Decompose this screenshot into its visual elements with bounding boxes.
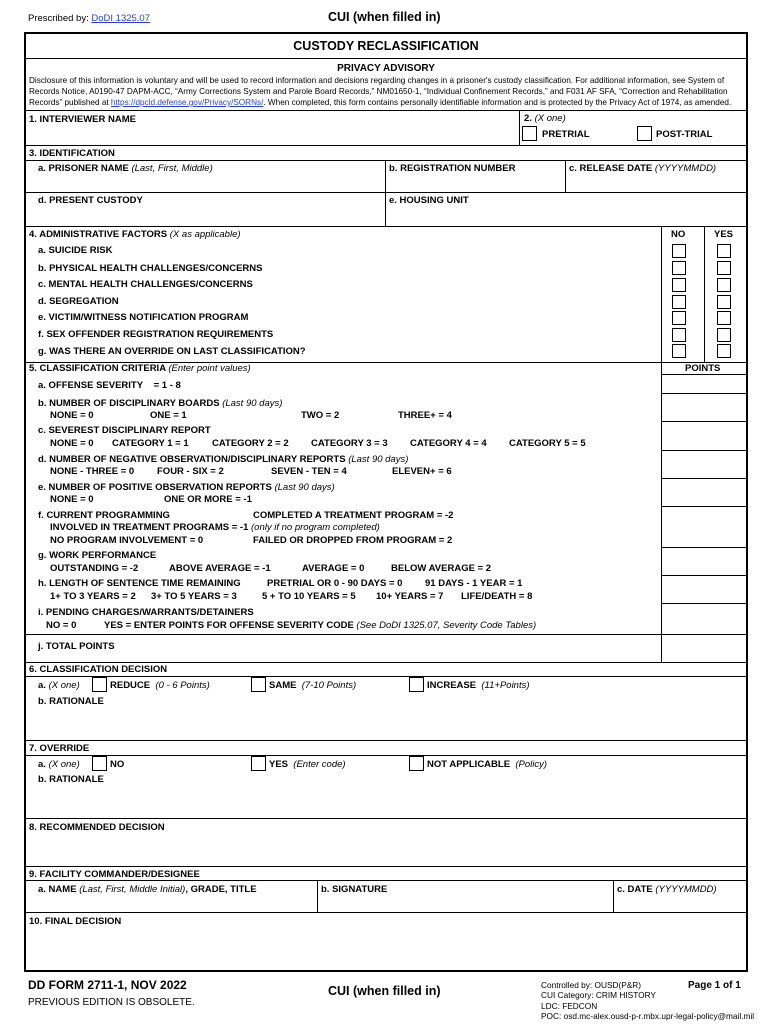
prisoner-name-label: a. PRISONER NAME (Last, First, Middle) — [38, 163, 213, 174]
signature-label: b. SIGNATURE — [321, 884, 388, 895]
points-column-header: POINTS — [685, 363, 721, 374]
criteria-option: TWO = 2 — [301, 410, 340, 421]
segregation-yes-checkbox[interactable] — [717, 295, 731, 309]
override-rationale-label: b. RATIONALE — [38, 774, 104, 785]
victim-witness-yes-checkbox[interactable] — [717, 311, 731, 325]
override-x-one: a. (X one) — [38, 759, 80, 770]
criteria-option: 5 + TO 10 YEARS = 5 — [262, 591, 356, 602]
present-custody-label: d. PRESENT CUSTODY — [38, 195, 143, 206]
criteria-option: 1+ TO 3 YEARS = 2 — [50, 591, 136, 602]
custody-status-label: 2. (X one) — [524, 113, 566, 124]
criteria-option: NONE = 0 — [50, 494, 94, 505]
admin-factor-label: a. SUICIDE RISK — [38, 245, 113, 256]
decision-x-one: a. (X one) — [38, 680, 80, 691]
increase-option: INCREASE (11+Points) — [427, 680, 530, 691]
obsolete-notice: PREVIOUS EDITION IS OBSOLETE. — [28, 997, 195, 1008]
criteria-option: ABOVE AVERAGE = -1 — [169, 563, 271, 574]
override-rationale-field[interactable] — [30, 788, 742, 818]
privacy-title: PRIVACY ADVISORY — [337, 63, 435, 74]
offense-severity-label: a. OFFENSE SEVERITY = 1 - 8 — [38, 380, 181, 391]
sex-offender-yes-checkbox[interactable] — [717, 328, 731, 342]
admin-factor-label: e. VICTIM/WITNESS NOTIFICATION PROGRAM — [38, 312, 249, 323]
current-programming-label: f. CURRENT PROGRAMMING — [38, 510, 170, 521]
same-checkbox[interactable] — [251, 677, 266, 692]
override-na-checkbox[interactable] — [409, 756, 424, 771]
criteria-option: INVOLVED IN TREATMENT PROGRAMS = -1 (only if no program completed) — [50, 522, 380, 533]
criteria-option: NO PROGRAM INVOLVEMENT = 0 — [50, 535, 204, 546]
classification-decision-label: 6. CLASSIFICATION DECISION — [29, 664, 168, 675]
reduce-checkbox[interactable] — [92, 677, 107, 692]
criteria-option: CATEGORY 1 = 1 — [112, 438, 189, 449]
criteria-option: CATEGORY 3 = 3 — [311, 438, 388, 449]
criteria-option: NONE = 0 — [50, 410, 94, 421]
mental-health-no-checkbox[interactable] — [672, 278, 686, 292]
posttrial-checkbox[interactable] — [637, 126, 652, 141]
facility-commander-label: 9. FACILITY COMMANDER/DESIGNEE — [29, 869, 200, 880]
admin-factors-label: 4. ADMINISTRATIVE FACTORS (X as applicable) — [29, 229, 241, 240]
criteria-option: AVERAGE = 0 — [302, 563, 365, 574]
total-points-label: j. TOTAL POINTS — [38, 641, 115, 652]
prescribed-link[interactable]: DoDI 1325.07 — [91, 13, 150, 24]
final-decision-field[interactable] — [30, 930, 742, 968]
cui-designation-block: Controlled by: OUSD(P&R) CUI Category: CRIM HISTORY LDC: FEDCON POC: osd.mc-alex.ousd-p-r.mbx.upr-legal-policy@mail.mil — [541, 980, 755, 1021]
override-last-no-checkbox[interactable] — [672, 344, 686, 358]
pretrial-checkbox[interactable] — [522, 126, 537, 141]
form-title: CUSTODY RECLASSIFICATION — [293, 39, 479, 53]
victim-witness-no-checkbox[interactable] — [672, 311, 686, 325]
override-no-checkbox[interactable] — [92, 756, 107, 771]
criteria-option: COMPLETED A TREATMENT PROGRAM = -2 — [253, 510, 454, 521]
pretrial-label: PRETRIAL — [542, 129, 590, 140]
interviewer-name-label: 1. INTERVIEWER NAME — [29, 114, 136, 125]
criteria-option: ELEVEN+ = 6 — [392, 466, 452, 477]
suicide-risk-yes-checkbox[interactable] — [717, 244, 731, 258]
points-entry-column[interactable] — [662, 375, 748, 662]
form-number: DD FORM 2711-1, NOV 2022 — [28, 978, 187, 992]
admin-factor-label: d. SEGREGATION — [38, 296, 119, 307]
privacy-url-link[interactable]: https://dpcld.defense.gov/Privacy/SORNs/ — [110, 98, 264, 107]
segregation-no-checkbox[interactable] — [672, 295, 686, 309]
housing-unit-label: e. HOUSING UNIT — [389, 195, 469, 206]
criteria-option: SEVEN - TEN = 4 — [271, 466, 347, 477]
criteria-option: FOUR - SIX = 2 — [157, 466, 224, 477]
no-column-header: NO — [671, 229, 686, 240]
admin-factor-label: c. MENTAL HEALTH CHALLENGES/CONCERNS — [38, 279, 253, 290]
override-last-yes-checkbox[interactable] — [717, 344, 731, 358]
criteria-option: 10+ YEARS = 7 — [376, 591, 444, 602]
override-no-option: NO — [110, 759, 125, 770]
sentence-length-label: h. LENGTH OF SENTENCE TIME REMAINING — [38, 578, 241, 589]
suicide-risk-no-checkbox[interactable] — [672, 244, 686, 258]
physical-health-no-checkbox[interactable] — [672, 261, 686, 275]
criteria-option: CATEGORY 2 = 2 — [212, 438, 289, 449]
criteria-option: 3+ TO 5 YEARS = 3 — [151, 591, 237, 602]
physical-health-yes-checkbox[interactable] — [717, 261, 731, 275]
criteria-option: YES = ENTER POINTS FOR OFFENSE SEVERITY CODE (See DoDI 1325.07, Severity Code Tables) — [104, 620, 537, 631]
criteria-option: NONE - THREE = 0 — [50, 466, 135, 477]
decision-rationale-field[interactable] — [30, 710, 742, 740]
page-number: Page 1 of 1 — [688, 980, 741, 991]
cui-footer: CUI (when filled in) — [328, 984, 441, 998]
severest-report-label: c. SEVEREST DISCIPLINARY REPORT — [38, 425, 211, 436]
classification-criteria-label: 5. CLASSIFICATION CRITERIA (Enter point values) — [29, 363, 251, 374]
commander-date-label: c. DATE (YYYYMMDD) — [617, 884, 717, 895]
recommended-decision-field[interactable] — [30, 836, 742, 864]
criteria-option: 91 DAYS - 1 YEAR = 1 — [425, 578, 523, 589]
criteria-option: ONE OR MORE = -1 — [164, 494, 252, 505]
final-decision-label: 10. FINAL DECISION — [29, 916, 122, 927]
criteria-option: CATEGORY 4 = 4 — [410, 438, 487, 449]
override-label: 7. OVERRIDE — [29, 743, 90, 754]
pending-charges-label: i. PENDING CHARGES/WARRANTS/DETAINERS — [38, 607, 254, 618]
override-yes-checkbox[interactable] — [251, 756, 266, 771]
override-yes-option: YES (Enter code) — [269, 759, 346, 770]
criteria-option: CATEGORY 5 = 5 — [509, 438, 586, 449]
admin-factor-label: b. PHYSICAL HEALTH CHALLENGES/CONCERNS — [38, 263, 263, 274]
identification-label: 3. IDENTIFICATION — [29, 148, 115, 159]
registration-number-label: b. REGISTRATION NUMBER — [389, 163, 516, 174]
posttrial-label: POST-TRIAL — [656, 129, 713, 140]
negative-reports-label: d. NUMBER OF NEGATIVE OBSERVATION/DISCIPLINARY REPORTS (Last 90 days) — [38, 454, 409, 465]
criteria-option: THREE+ = 4 — [398, 410, 452, 421]
decision-rationale-label: b. RATIONALE — [38, 696, 104, 707]
cui-header: CUI (when filled in) — [328, 10, 441, 24]
same-option: SAME (7-10 Points) — [269, 680, 357, 691]
work-performance-label: g. WORK PERFORMANCE — [38, 550, 157, 561]
sex-offender-no-checkbox[interactable] — [672, 328, 686, 342]
criteria-option: FAILED OR DROPPED FROM PROGRAM = 2 — [253, 535, 453, 546]
criteria-option: PRETRIAL OR 0 - 90 DAYS = 0 — [267, 578, 403, 589]
disciplinary-boards-label: b. NUMBER OF DISCIPLINARY BOARDS (Last 90 days) — [38, 398, 283, 409]
criteria-option: NO = 0 — [46, 620, 77, 631]
commander-name-label: a. NAME (Last, First, Middle Initial), GRADE, TITLE — [38, 884, 257, 895]
release-date-label: c. RELEASE DATE (YYYYMMDD) — [569, 163, 717, 174]
admin-factor-label: g. WAS THERE AN OVERRIDE ON LAST CLASSIFICATION? — [38, 346, 306, 357]
criteria-option: NONE = 0 — [50, 438, 94, 449]
mental-health-yes-checkbox[interactable] — [717, 278, 731, 292]
yes-column-header: YES — [714, 229, 734, 240]
criteria-option: ONE = 1 — [150, 410, 187, 421]
admin-factor-label: f. SEX OFFENDER REGISTRATION REQUIREMENTS — [38, 329, 274, 340]
increase-checkbox[interactable] — [409, 677, 424, 692]
criteria-option: OUTSTANDING = -2 — [50, 563, 139, 574]
positive-reports-label: e. NUMBER OF POSITIVE OBSERVATION REPORTS (Last 90 days) — [38, 482, 335, 493]
recommended-decision-label: 8. RECOMMENDED DECISION — [29, 822, 165, 833]
criteria-option: BELOW AVERAGE = 2 — [391, 563, 492, 574]
override-na-option: NOT APPLICABLE (Policy) — [427, 759, 547, 770]
criteria-option: LIFE/DEATH = 8 — [461, 591, 533, 602]
prescribed-by: Prescribed by: DoDI 1325.07 — [28, 13, 150, 24]
privacy-text: Disclosure of this information is voluntary and will be used to record information and decisions regarding changes in a prisoner's custody classification. For additional information, see System of Records Notice, A0190-47 DAPM-ACC, “Army Corrections System and Parole Board Records,” NM01650-1, “Individual Confinement Records,” and F031 AF SFA, “Correction and Rehabilitation Records” published at https://dpcld.defense.gov/Privacy/SORNs/. When completed, this form contains personally identifiable information and is protected by the Privacy Act of 1974, as amended. — [29, 76, 732, 107]
reduce-option: REDUCE (0 - 6 Points) — [110, 680, 210, 691]
